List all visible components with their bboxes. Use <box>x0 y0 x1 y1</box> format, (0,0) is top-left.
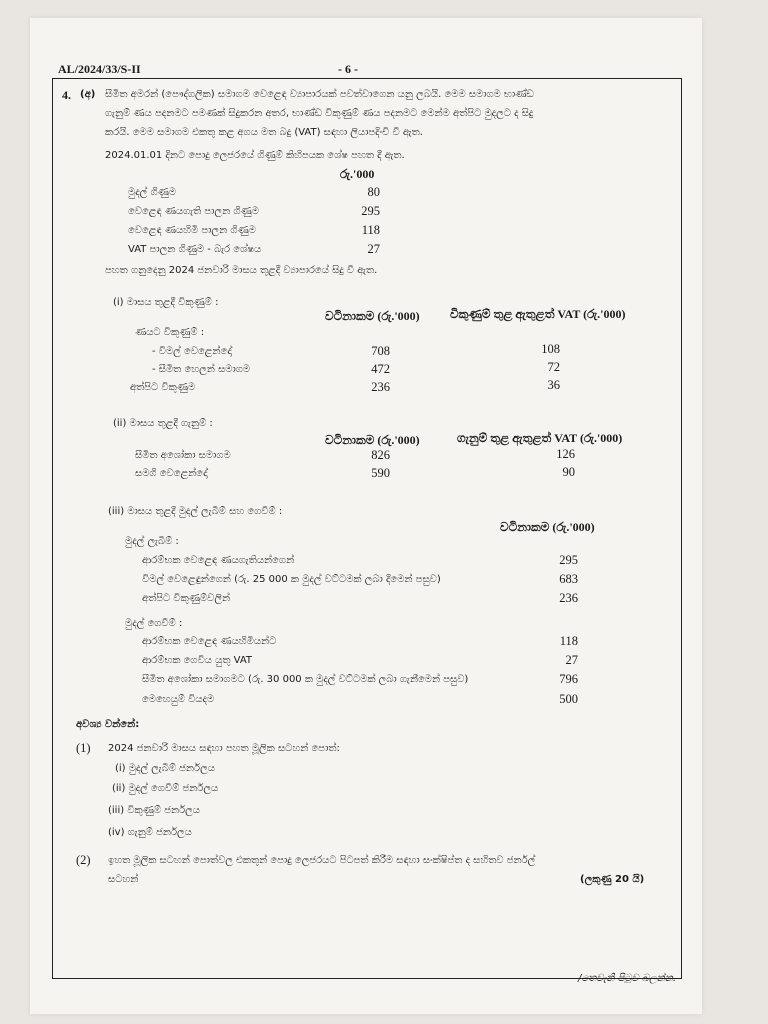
sales-row-label: - සීමිත හෙලන් සමාගම <box>152 364 251 375</box>
receipt-value: 683 <box>559 572 578 586</box>
left-border <box>52 78 53 978</box>
required-item-text: 2024 ජනවාරි මාසය සඳහා පහත මූලික සටහන් පොත්: <box>108 743 340 754</box>
intro-line: සීමිත අමරන් (පෞද්ගලික) සමාගම වෙළෙඳ ව්‍යාපාරයක් පවත්වාගෙන යනු ලබයි. මෙම සමාගම භාණ්ඩ <box>105 89 534 100</box>
receipt-label: අත්පිට විකුණුම්වලින් <box>142 593 231 604</box>
sales-row-value: 472 <box>371 362 390 376</box>
balance-label: මුදල් ගිණුම <box>128 187 177 198</box>
balance-intro: 2024.01.01 දිනට පොදු ලෙජරයේ ගිණුම් කිහිපයක ශේෂ පහත දී ඇත. <box>105 150 405 161</box>
receipt-label: විමල් වෙළෙඳුන්ගෙන් (රු. 25 000 ක මුදල් වට්ටමක් ලබා දීමෙන් පසුව) <box>142 574 441 585</box>
payments-label: මුදල් ගෙවීම් : <box>125 618 183 629</box>
balance-label: වෙළෙඳ ණයගැති පාලන ගිණුම <box>128 206 259 217</box>
balance-label: VAT පාලන ගිණුම - බැර ශේෂය <box>128 244 262 255</box>
marks-label: (ලකුණු 20 යි) <box>580 874 645 885</box>
header-rule <box>52 78 682 79</box>
sales-col-value: වටිනාකම (රු.'000) <box>325 309 420 323</box>
balance-value: 27 <box>367 242 380 256</box>
payment-label: ආරම්භක ගෙවිය යුතු VAT <box>142 655 253 666</box>
paper-code: AL/2024/33/S-II <box>58 62 141 76</box>
purchases-row-label: සමගි වෙළෙන්දෝ <box>135 468 208 479</box>
purchases-row-vat: 90 <box>562 465 575 479</box>
sales-title: (i) මාසය තුළදී විකුණුම් : <box>113 297 219 308</box>
payment-value: 500 <box>559 692 578 706</box>
required-item-text: සටහන් <box>108 874 139 885</box>
book-item: (iv) ගැනුම් ජර්නලය <box>108 827 192 838</box>
purchases-col-vat: ගැනුම් තුළ ඇතුළත් VAT (රු.'000) <box>457 431 623 445</box>
page-number: - 6 - <box>338 62 358 76</box>
sales-row-label: - විමල් වෙළෙන්දෝ <box>152 346 232 357</box>
receipt-label: ආරම්භක වෙළෙඳ ණයගැතියන්ගෙන් <box>142 555 295 566</box>
transactions-intro: පහත ගනුදෙනු 2024 ජනවාරි මාසය තුළදී ව්‍යාපාරයේ සිදු වී ඇත. <box>105 265 378 276</box>
receipts-label: මුදල් ලැබීම් : <box>125 536 179 547</box>
purchases-row-label: සීමිත අශෝකා සමාගම <box>135 450 231 461</box>
payment-label: මෙහෙයුම් වියදම <box>142 694 215 705</box>
turn-over-note: /තෙවැනි පිටුව බලන්න. <box>578 973 677 984</box>
payment-label: සීමිත අශෝකා සමාගමට (රු. 30 000 ක මුදල් වට්ටමක් ලබා ගැනීමෙන් පසුව) <box>142 674 469 685</box>
book-item: (ii) මුදල් ගෙවීම් ජර්නලය <box>112 783 219 794</box>
purchases-col-value: වටිනාකම (රු.'000) <box>325 433 420 447</box>
book-item: (i) මුදල් ලැබීම් ජර්නලය <box>115 763 215 774</box>
intro-line: කරයි. මෙම සමාගම එකතු කළ අගය මත බදු (VAT) සඳහා ලියාපදිංචි වී ඇත. <box>105 127 423 138</box>
balance-label: වෙළෙඳ ණයහිමි පාලන ගිණුම <box>128 225 256 236</box>
balance-value: 80 <box>367 185 380 199</box>
sales-col-vat: විකුණුම් තුළ ඇතුළත් VAT (රු.'000) <box>450 307 626 321</box>
sales-row-vat: 36 <box>547 378 560 392</box>
payment-label: ආරම්භක වෙළෙඳ ණයහිමියන්ට <box>142 636 277 647</box>
purchases-row-value: 826 <box>371 448 390 462</box>
intro-line: ගැනුම් ණය පදනමට පමණක් සිදුකරන අතර, භාණ්ඩ විකුණුම් ණය පදනමට මෙන්ම අත්පිට මුදලට ද සිදු <box>105 108 534 119</box>
cash-title: (iii) මාසය තුළදී මුදල් ලැබීම් සහ ගෙවීම් : <box>108 506 283 517</box>
balance-value: 295 <box>361 204 380 218</box>
question-part: (අ) <box>80 89 96 100</box>
question-number: 4. <box>62 88 71 102</box>
credit-sales-label: ණයට විකුණුම් : <box>135 327 205 338</box>
sales-row-value: 708 <box>371 344 390 358</box>
balance-value: 118 <box>361 223 380 237</box>
receipt-value: 236 <box>559 591 578 605</box>
balance-unit: රු.'000 <box>340 167 375 181</box>
purchases-row-vat: 126 <box>556 447 575 461</box>
purchases-title: (ii) මාසය තුළදී ගැනුම් : <box>113 418 213 429</box>
sales-row-label: අත්පිට විකුණුම <box>130 382 196 393</box>
required-heading: අවශ්‍ය වන්නේ: <box>76 719 140 730</box>
payment-value: 27 <box>565 653 578 667</box>
receipt-value: 295 <box>559 553 578 567</box>
sales-row-vat: 72 <box>547 360 560 374</box>
purchases-row-value: 590 <box>371 466 390 480</box>
sales-row-value: 236 <box>371 380 390 394</box>
payment-value: 796 <box>559 672 578 686</box>
required-item-text: ඉහත මූලික සටහන් පොත්වල එකතුන් පොදු ලෙජරයට පිටපත් කිරීම සඳහා සංක්ෂිප්ත ද සහිතව ජර්නල් <box>108 855 536 866</box>
sales-row-vat: 108 <box>541 342 560 356</box>
payment-value: 118 <box>559 634 578 648</box>
exam-page <box>30 18 702 1014</box>
book-item: (iii) විකුණුම් ජර්නලය <box>108 805 200 816</box>
required-item-number: (1) <box>76 741 91 755</box>
cash-col: වටිනාකම (රු.'000) <box>500 520 595 534</box>
required-item-number: (2) <box>76 853 91 867</box>
right-border <box>681 78 682 978</box>
